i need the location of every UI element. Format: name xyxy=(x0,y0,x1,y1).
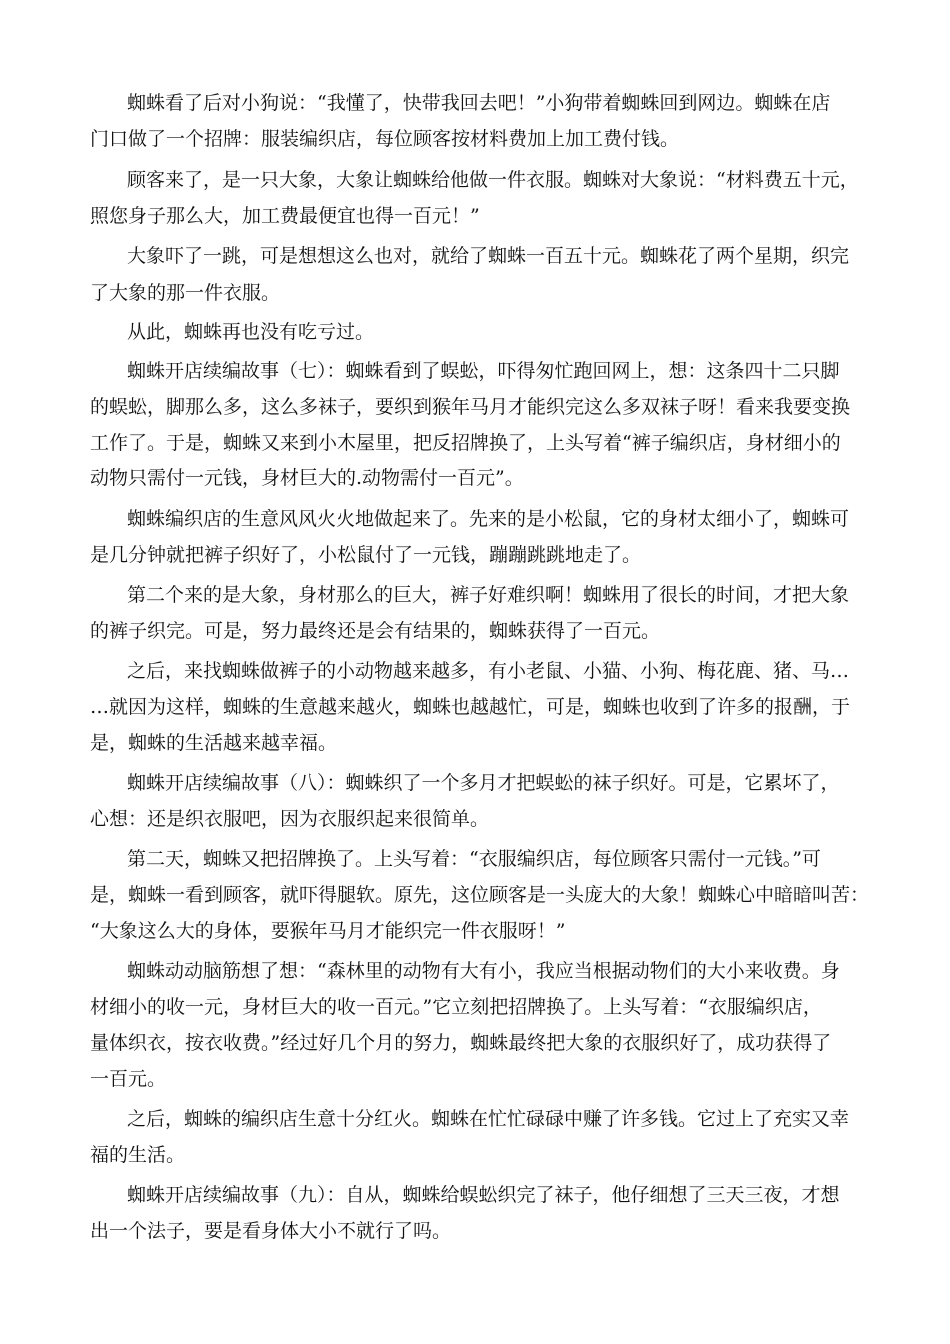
text-line: …就因为这样，蜘蛛的生意越来越火，蜘蛛也越越忙，可是，蜘蛛也收到了许多的报酬，于 xyxy=(90,696,851,718)
text-line: 蜘蛛开店续编故事（七）：蜘蛛看到了蜈蚣，吓得匆忙跑回网上，想：这条四十二只脚 xyxy=(127,360,840,382)
text-line: 之后，蜘蛛的编织店生意十分红火。蜘蛛在忙忙碌碌中赚了许多钱。它过上了充实又幸 xyxy=(127,1108,850,1130)
text-line: 动物只需付一元钱，身材巨大的.动物需付一百元”。 xyxy=(90,467,524,489)
text-line: 量体织衣，按衣收费。”经过好几个月的努力，蜘蛛最终把大象的衣服织好了，成功获得了 xyxy=(90,1032,832,1054)
text-line: 蜘蛛看了后对小狗说：“我懂了，快带我回去吧！”小狗带着蜘蛛回到网边。蜘蛛在店 xyxy=(127,92,831,114)
text-line: 从此，蜘蛛再也没有吃亏过。 xyxy=(127,321,375,343)
text-line: 第二个来的是大象，身材那么的巨大，裤子好难织啊！蜘蛛用了很长的时间，才把大象 xyxy=(127,584,850,606)
text-line: 的蜈蚣，脚那么多，这么多袜子，要织到猴年马月才能织完这么多双袜子呀！看来我要变换 xyxy=(90,396,851,418)
text-line: 了大象的那一件衣服。 xyxy=(90,282,281,304)
text-line: 出一个法子，要是看身体大小不就行了吗。 xyxy=(90,1220,452,1242)
text-line: 蜘蛛动动脑筋想了想：“森林里的动物有大有小，我应当根据动物们的大小来收费。身 xyxy=(127,960,840,982)
text-line: 蜘蛛编织店的生意风风火火地做起来了。先来的是小松鼠，它的身材太细小了，蜘蛛可 xyxy=(127,508,850,530)
text-line: 心想：还是织衣服吧，因为衣服织起来很简单。 xyxy=(90,808,490,830)
text-line: 福的生活。 xyxy=(90,1144,186,1166)
text-line: 是，蜘蛛一看到顾客，就吓得腿软。原先，这位顾客是一头庞大的大象！蜘蛛心中暗暗叫苦： xyxy=(90,884,870,906)
text-line: 是，蜘蛛的生活越来越幸福。 xyxy=(90,732,338,754)
text-line: 材细小的收一元，身材巨大的收一百元。”它立刻把招牌换了。上头写着：“衣服编织店， xyxy=(90,996,822,1018)
text-line: 之后，来找蜘蛛做裤子的小动物越来越多，有小老鼠、小猫、小狗、梅花鹿、猪、马… xyxy=(127,660,850,682)
text-line: 顾客来了，是一只大象，大象让蜘蛛给他做一件衣服。蜘蛛对大象说：“材料费五十元， xyxy=(127,169,859,191)
text-line: 第二天，蜘蛛又把招牌换了。上头写着：“衣服编织店，每位顾客只需付一元钱。”可 xyxy=(127,848,821,870)
text-line: 照您身子那么大，加工费最便宜也得一百元！” xyxy=(90,205,480,227)
text-line: 的裤子织完。可是，努力最终还是会有结果的，蜘蛛获得了一百元。 xyxy=(90,620,661,642)
text-line: 门口做了一个招牌：服装编织店，每位顾客按材料费加上加工费付钱。 xyxy=(90,128,680,150)
text-line: 是几分钟就把裤子织好了，小松鼠付了一元钱，蹦蹦跳跳地走了。 xyxy=(90,544,642,566)
text-line: 蜘蛛开店续编故事（九）：自从，蜘蛛给蜈蚣织完了袜子，他仔细想了三天三夜，才想 xyxy=(127,1184,840,1206)
text-line: 蜘蛛开店续编故事（八）：蜘蛛织了一个多月才把蜈蚣的袜子织好。可是，它累坏了， xyxy=(127,772,840,794)
text-line: 一百元。 xyxy=(90,1068,167,1090)
text-line: “大象这么大的身体，要猴年马月才能织完一件衣服呀！” xyxy=(90,920,566,942)
text-line: 工作了。于是，蜘蛛又来到小木屋里，把反招牌换了，上头写着“裤子编织店，身材细小的 xyxy=(90,432,841,454)
text-line: 大象吓了一跳，可是想想这么也对，就给了蜘蛛一百五十元。蜘蛛花了两个星期，织完 xyxy=(127,245,850,267)
